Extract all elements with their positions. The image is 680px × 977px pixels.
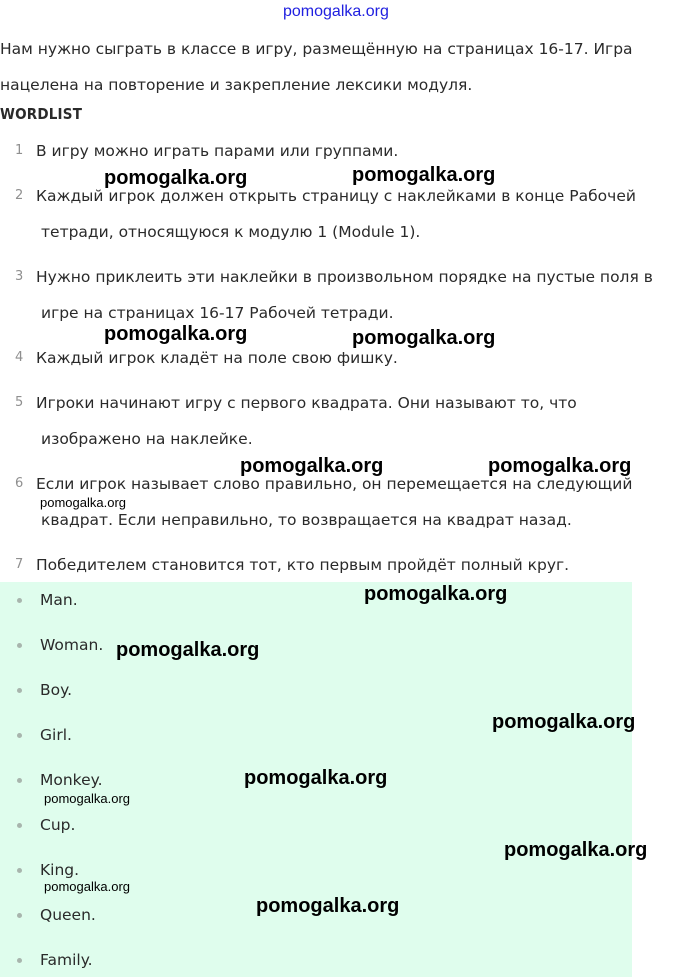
word-text: Queen. — [40, 906, 96, 924]
bullet-icon — [17, 823, 22, 828]
step-text: Каждый игрок кладёт на поле свою фишку. — [36, 349, 398, 367]
watermark-small: pomogalka.org — [44, 791, 130, 806]
step-item — [0, 340, 675, 376]
watermark: pomogalka.org — [116, 639, 260, 661]
bullet-icon — [17, 778, 22, 783]
watermark: pomogalka.org — [504, 839, 648, 861]
watermark: pomogalka.org — [352, 164, 496, 186]
word-text: Boy. — [40, 681, 73, 699]
watermark: pomogalka.org — [352, 327, 496, 349]
watermark: pomogalka.org — [240, 455, 384, 477]
step-number: 5 — [15, 395, 24, 410]
step-number: 4 — [15, 350, 24, 365]
watermark: pomogalka.org — [104, 167, 248, 189]
watermark: pomogalka.org — [244, 767, 388, 789]
watermark: pomogalka.org — [104, 323, 248, 345]
wordlist-heading: WORDLIST — [0, 105, 83, 123]
word-text: Woman. — [40, 636, 104, 654]
watermark-small: pomogalka.org — [44, 879, 130, 894]
bullet-icon — [17, 733, 22, 738]
word-text: Cup. — [40, 816, 76, 834]
step-text: Нужно приклеить эти наклейки в произвольном порядке на пустые поля в игре на страницах 16-17 Рабочей тетради. — [36, 268, 653, 322]
watermark: pomogalka.org — [364, 583, 508, 605]
step-text: В игру можно играть парами или группами. — [36, 142, 399, 160]
watermark-small: pomogalka.org — [40, 495, 126, 510]
word-text: Family. — [40, 951, 93, 969]
step-number: 2 — [15, 188, 24, 203]
bullet-icon — [17, 688, 22, 693]
word-text: Monkey. — [40, 771, 103, 789]
watermark: pomogalka.org — [488, 455, 632, 477]
word-text: King. — [40, 861, 80, 879]
step-text: Каждый игрок должен открыть страницу с наклейками в конце Рабочей тетради, относящуюся к модулю 1 (Module 1). — [36, 187, 636, 241]
word-text: Man. — [40, 591, 78, 609]
step-text: Игроки начинают игру с первого квадрата. Они называют то, что изображено на наклейке. — [36, 394, 577, 448]
intro-paragraph: Нам нужно сыграть в классе в игру, размещённую на страницах 16-17. Игра нацелена на повторение и закрепление лексики модуля. — [0, 40, 633, 94]
watermark: pomogalka.org — [256, 895, 400, 917]
watermark-top: pomogalka.org — [283, 3, 389, 20]
bullet-icon — [17, 643, 22, 648]
step-number: 1 — [15, 143, 24, 158]
step-item — [0, 133, 675, 169]
step-number: 6 — [15, 476, 24, 491]
step-number: 7 — [15, 557, 24, 572]
word-text: Girl. — [40, 726, 72, 744]
watermark: pomogalka.org — [492, 711, 636, 733]
bullet-icon — [17, 913, 22, 918]
step-number: 3 — [15, 269, 24, 284]
step-item — [0, 385, 675, 457]
bullet-icon — [17, 958, 22, 963]
step-item — [0, 178, 675, 250]
step-item — [0, 259, 675, 331]
step-item — [0, 547, 675, 583]
bullet-icon — [17, 868, 22, 873]
step-text: Победителем становится тот, кто первым пройдёт полный круг. — [36, 556, 570, 574]
step-text: Если игрок называет слово правильно, он перемещается на следующий квадрат. Если неправильно, то возвращается на квадрат назад. — [36, 475, 633, 529]
bullet-icon — [17, 598, 22, 603]
